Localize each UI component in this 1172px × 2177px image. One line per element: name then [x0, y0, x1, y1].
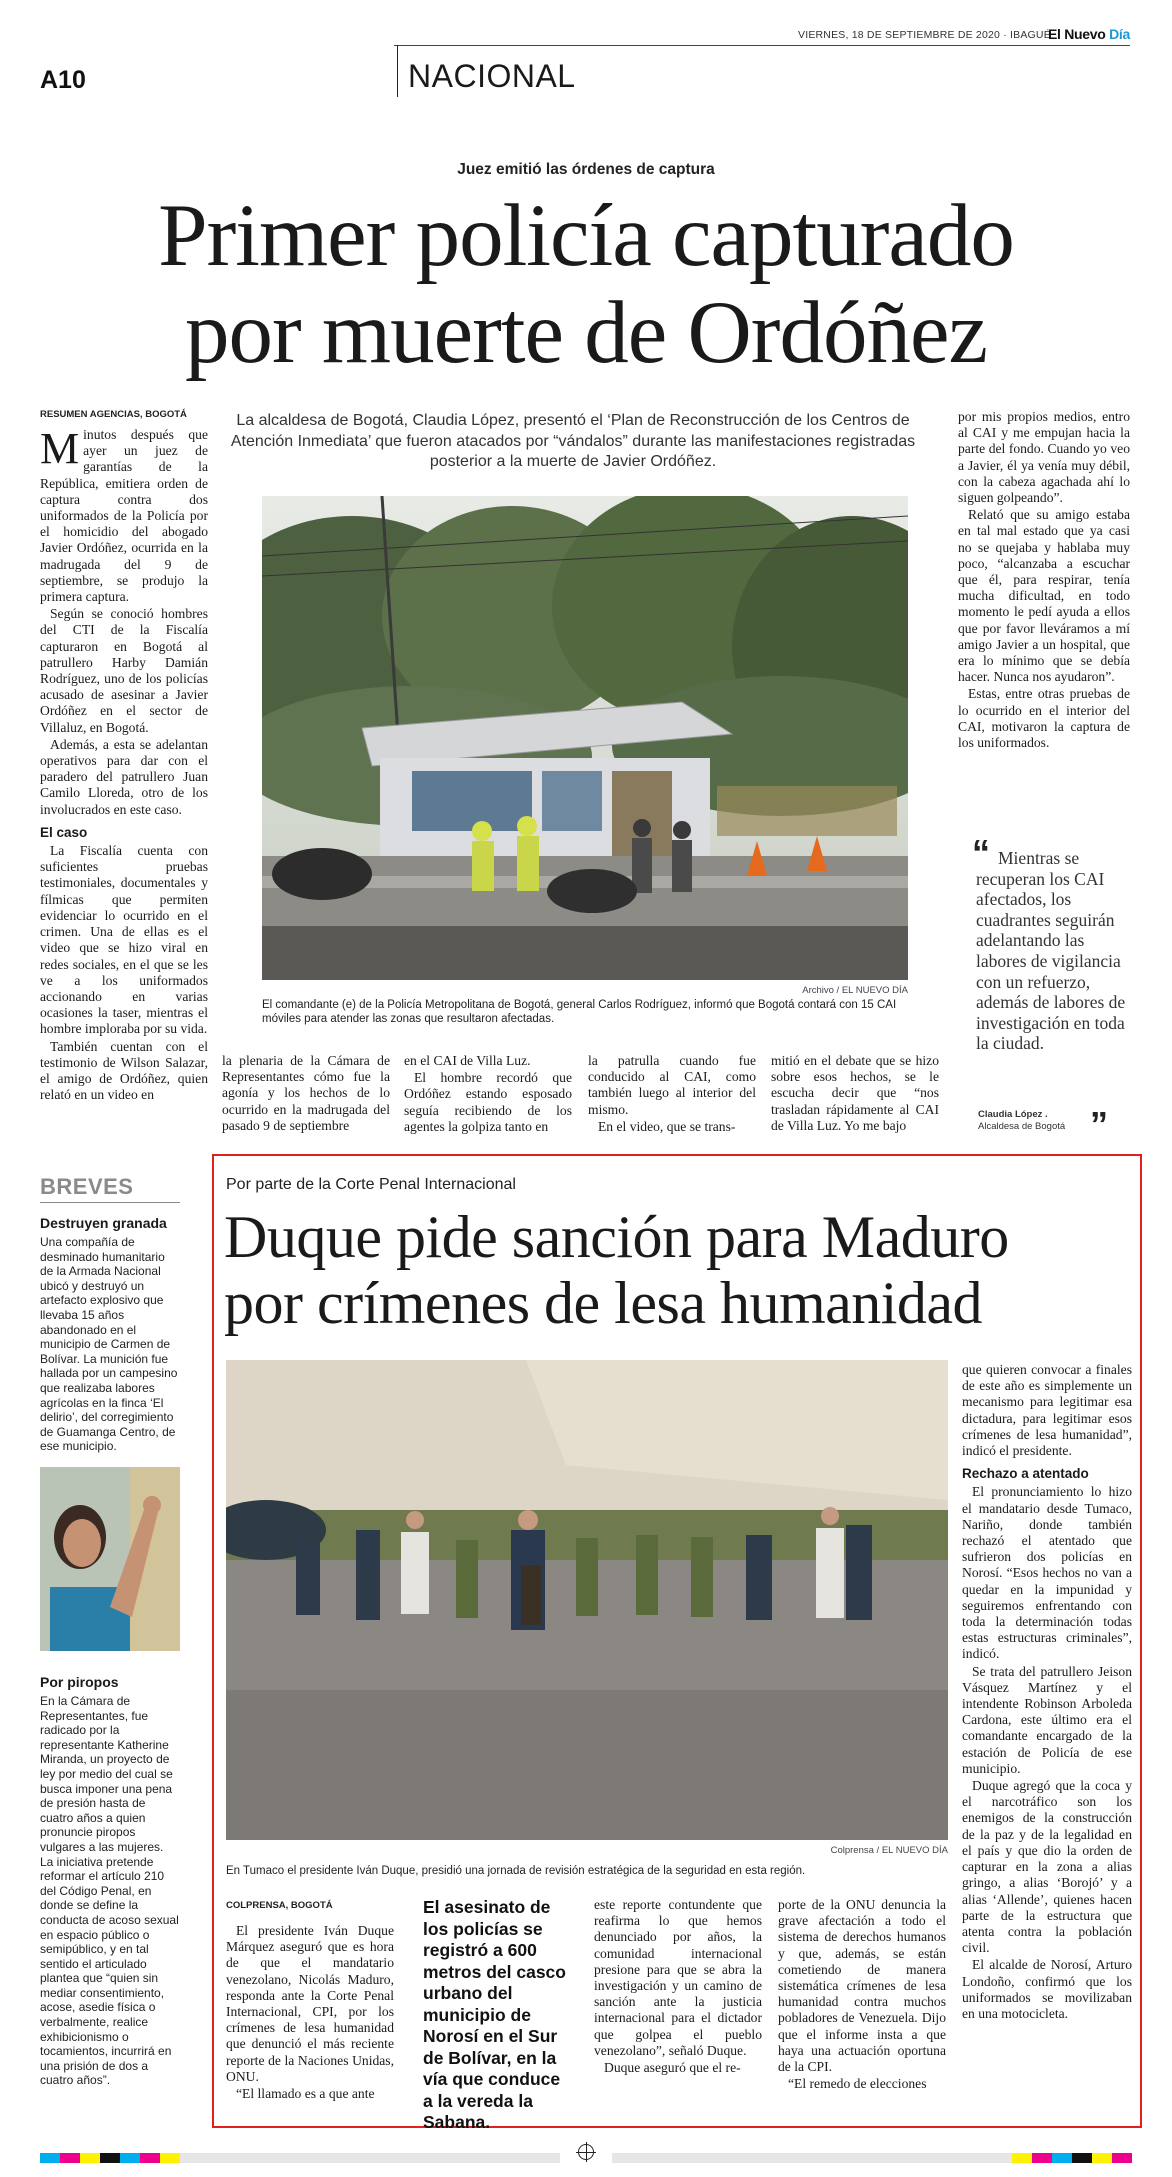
- story1-photo-caption: El comandante (e) de la Policía Metropolitana de Bogotá, general Carlos Rodríguez, informó que Bogotá contará con 15 CAI móviles para atender las zonas que resultaron afectadas.: [262, 999, 897, 1025]
- story2-column1: [226, 1923, 394, 2103]
- story1-photo-cai: [262, 496, 908, 980]
- section-name: NACIONAL: [408, 58, 576, 94]
- story1-col1-p5: También cuentan con el testimonio de Wilson Salazar, el amigo de Ordóñez, quien relató en un video en: [40, 1038, 208, 1103]
- brief2-text: En la Cámara de Representantes, fue radicado por la representante Katherine Miranda, un proyecto de ley por medio del cual se busca imponer una pena de presión hasta de cuatro años a quien pronuncie piropos vulgares a las mujeres. La iniciativa pretende reformar el artículo 210 del Código Penal, en donde se define la conducta de acoso sexual en espacio público o semipúblico, y en tal sentido el articulado plantea que “quien sin mediar consentimiento, acose, asedie física o verbalmente, realice exhibicionismo o tocamientos, incurrirá en una prisión de dos a cuatro años”.: [40, 1694, 179, 2088]
- story1-byline: RESUMEN AGENCIAS, BOGOTÁ: [40, 409, 187, 420]
- duque-photo-illustration: [226, 1360, 948, 1840]
- pull-quote-open-mark: “: [972, 832, 990, 873]
- story1-subhead-el-caso: El caso: [40, 824, 88, 840]
- brief1-title: Destruyen granada: [40, 1215, 167, 1231]
- story2-column3: [594, 1897, 762, 2077]
- story2-col1-p1: El presidente Iván Duque Márquez aseguró que es hora de que el mandatario venezolano, Nicolás Maduro, responda ante la Corte Penal Internacional, CPI, por los crímenes de lesa humanidad que denunció el más reciente reporte de la Naciones Unidas, ONU.: [226, 1923, 394, 2084]
- print-color-bar-left: [40, 2148, 560, 2158]
- brand-part2: Día: [1109, 26, 1130, 42]
- story2-byline: COLPRENSA, BOGOTÁ: [226, 1900, 333, 1911]
- story1-col5-text: mitió en el debate que se hizo sobre esos hechos, se le escucha decir que “nos trasladan rápidamente al CAI de Villa Luz. Yo me bajo: [771, 1053, 939, 1133]
- story2-kicker: Por parte de la Corte Penal Internacional: [226, 1176, 516, 1193]
- story1-col6-p1: por mis propios medios, entro al CAI y me empujan hacia la parte del fondo. Cuando yo veo a Javier, él ya venía muy débil, con la cabeza agachada ahí lo siguen golpeando”.: [958, 409, 1130, 506]
- story1-headline: [0, 188, 1172, 382]
- pull-quote-text: Mientras se recuperan los CAI afectados, los cuadrantes seguirán adelantando las labores de vigilancia con un refuerzo, además de labores de investigación en toda la ciudad.: [976, 848, 1126, 1054]
- story2-col4-p1: porte de la ONU denuncia la grave afectación a todo el sistema de derechos humanos y que, además, se están cometiendo de manera sistemática crímenes de lesa humanidad contra muchos pobladores de Venezuela. Dijo que el informe insta a que haya una actuación oportuna de la CPI.: [778, 1897, 946, 2075]
- story2-pullquote: El asesinato de los policías se registró a 600 metros del casco urbano del municipio de Norosí en el Sur de Bolívar, en la vía que conduce a la vereda la Sabana.: [423, 1897, 566, 2132]
- pull-quote-close-mark: ”: [1090, 1104, 1108, 1145]
- story2-column4: [778, 1897, 946, 2093]
- pull-quote-author: Claudia López .: [978, 1109, 1048, 1120]
- story2-headline-line2: por crímenes de lesa humanidad: [224, 1270, 983, 1336]
- woman-photo-illustration: [40, 1467, 180, 1651]
- story1-col1-p3: Además, a esta se adelantan operativos para dar con el paradero del patrullero Juan Camilo Lloreda, otro de los involucrados en este caso.: [40, 736, 208, 817]
- story1-column2: [222, 1053, 390, 1135]
- story1-dropcap: M: [40, 424, 80, 473]
- print-color-bar-right: [612, 2148, 1132, 2158]
- story2-right-column: [962, 1362, 1132, 2023]
- story2-col3-p1: este reporte contundente que reafirma lo que hemos denunciado por años, la comunidad internacional presione para que se abra la investigación y un camino de sanción ante la justicia internacional para el dictador que golpea el pueblo venezolano”, señaló Duque.: [594, 1897, 762, 2058]
- story2-right-p1: que quieren convocar a finales de este año es simplemente un mecanismo para legitimar esa dictadura, para legitimar esos crímenes de lesa humanidad”, indicó el presidente.: [962, 1362, 1132, 1459]
- story2-right-p3: Se trata del patrullero Jeison Vásquez Martínez y el intendente Robinson Arboleda Cardona, este último era el comandante encargado de la estación de Policía de ese municipio.: [962, 1663, 1132, 1776]
- story1-headline-line2: por muerte de Ordóñez: [185, 284, 987, 382]
- story2-subhead-rechazo: Rechazo a atentado: [962, 1466, 1089, 1482]
- story1-col4-p1: la patrulla cuando fue conducido al CAI, como también luego al interior del mismo.: [588, 1053, 756, 1117]
- story1-headline-line1: Primer policía capturado: [158, 187, 1014, 285]
- story1-column5: [771, 1053, 939, 1135]
- registration-mark: [578, 2144, 594, 2160]
- dateline: VIERNES, 18 DE SEPTIEMBRE DE 2020 · IBAGUÉ: [798, 29, 1051, 41]
- story1-column4: [588, 1053, 756, 1136]
- story1-kicker: Juez emitió las órdenes de captura: [457, 161, 715, 178]
- story1-col3-p1: en el CAI de Villa Luz.: [404, 1053, 531, 1068]
- story2-col4-p2: “El remedo de elecciones: [788, 2076, 927, 2092]
- story2-col1-p2: “El llamado es a que ante: [236, 2086, 375, 2102]
- page-number: A10: [40, 66, 86, 94]
- story2-col3-p2: Duque aseguró que el re-: [604, 2060, 741, 2076]
- story2-right-p2: El pronunciamiento lo hizo el mandatario desde Tumaco, Nariño, donde también rechazó el atentado que sufrieron dos policías en Norosí. “Esos hechos no van a quedar en la impunidad y seguiremos enfrentando con toda la determinación todas estas estructuras criminales”, indicó.: [962, 1484, 1132, 1662]
- brief2-title: Por piropos: [40, 1674, 119, 1690]
- story1-col2-text: la plenaria de la Cámara de Representantes cómo fue la agonía y los hechos de lo ocurrido en la madrugada del pasado 9 de septiembre: [222, 1053, 390, 1133]
- story2-photo-duque: [226, 1360, 948, 1840]
- story2-photo-caption: En Tumaco el presidente Iván Duque, presidió una jornada de revisión estratégica de la seguridad en esta región.: [226, 1865, 806, 1877]
- briefs-rule: [40, 1202, 180, 1203]
- story1-col6-p2: Relató que su amigo estaba en tal mal estado que ya casi no se quejaba y hablaba muy poco, “alcanzaba a escuchar que él, para respirar, tenía mucha dificultad, en todo momento le pedí ayuda a ellos que por favor lleváramos a mí amigo Javier a un hospital, que era lo mínimo que se debía hacer. Nunca nos ayudaron”.: [958, 507, 1130, 685]
- brief-photo-woman: [40, 1467, 180, 1651]
- story1-col1-first: inutos después que ayer un juez de garantías de la República, emitiera orden de captura contra dos uniformados de la Policía por el homicidio del abogado Javier Ordóñez, ocurrida en la madrugada del 9 de septiembre, se produjo la primera captura.: [40, 427, 208, 605]
- story1-col3-p2: El hombre recordó que Ordóñez estando esposado seguía recibiendo de los agentes la golpiza tanto en: [404, 1070, 572, 1134]
- masthead-brand: [1048, 26, 1130, 42]
- brand-part1: El Nuevo: [1048, 26, 1110, 42]
- story2-right-p4: Duque agregó que la coca y el narcotráfico son los enemigos de la construcción de la paz y de la legalidad en el país y que dio la orden de capturar en la zona a alias gringo, a alias ‘Borojó’ y a alias ‘Allende’, quienes hacen parte de la estructura que atenta contra la población civil.: [962, 1778, 1132, 1956]
- story2-headline: [224, 1204, 1009, 1336]
- story1-col6-p3: Estas, entre otras pruebas de lo ocurrido en el interior del CAI, motivaron la captura de los uniformados.: [958, 686, 1130, 751]
- section-divider: [397, 45, 398, 97]
- pull-quote-role: Alcaldesa de Bogotá: [978, 1121, 1066, 1132]
- header-rule: [394, 45, 1130, 46]
- story1-column6: [958, 409, 1130, 752]
- briefs-title: BREVES: [40, 1174, 134, 1199]
- story1-column1: [40, 424, 208, 1104]
- story1-col4-p2: En el video, que se trans-: [598, 1118, 736, 1134]
- story2-right-p5: El alcalde de Norosí, Arturo Londoño, confirmó que los uniformados se movilizaban en una motocicleta.: [962, 1957, 1132, 2021]
- story2-headline-line1: Duque pide sanción para Maduro: [224, 1204, 1009, 1270]
- story1-photo-credit: Archivo / EL NUEVO DÍA: [802, 985, 908, 996]
- story1-col1-p2: Según se conoció hombres del CTI de la Fiscalía capturaron en Bogotá al patrullero Harby Damián Rodríguez, uno de los policías acusado de asesinar a Javier Ordóñez en el sector de Villaluz, en Bogotá.: [40, 606, 208, 735]
- story1-col1-p4: La Fiscalía cuenta con suficientes pruebas testimoniales, documentales y fílmicas que permiten evidenciar lo ocurrido en el crimen. Una de ellas es el video que se hizo viral en redes sociales, en el que se les ve a los uniformados accionando en varias ocasiones la taser, mientras el hombre imploraba por su vida.: [40, 843, 208, 1037]
- brief1-text: Una compañía de desminado humanitario de la Armada Nacional ubicó y destruyó un artefacto explosivo que llevaba 15 años abandonado en el municipio de Carmen de Bolívar. La munición fue hallada por un campesino que realizaba labores agrícolas en la finca ‘El delirio’, del corregimiento de Guamanga Centro, de ese municipio.: [40, 1235, 178, 1454]
- story1-column3: [404, 1053, 572, 1136]
- story1-first-paragraph: [40, 424, 208, 605]
- story2-photo-credit: Colprensa / EL NUEVO DÍA: [830, 1845, 948, 1856]
- story1-deck: La alcaldesa de Bogotá, Claudia López, presentó el ‘Plan de Reconstrucción de los Centros de Atención Inmediata’ que fueron atacados por “vándalos” durante las manifestaciones registradas posterior a la muerte de Javier Ordóñez.: [230, 412, 916, 470]
- cai-photo-illustration: [262, 496, 908, 980]
